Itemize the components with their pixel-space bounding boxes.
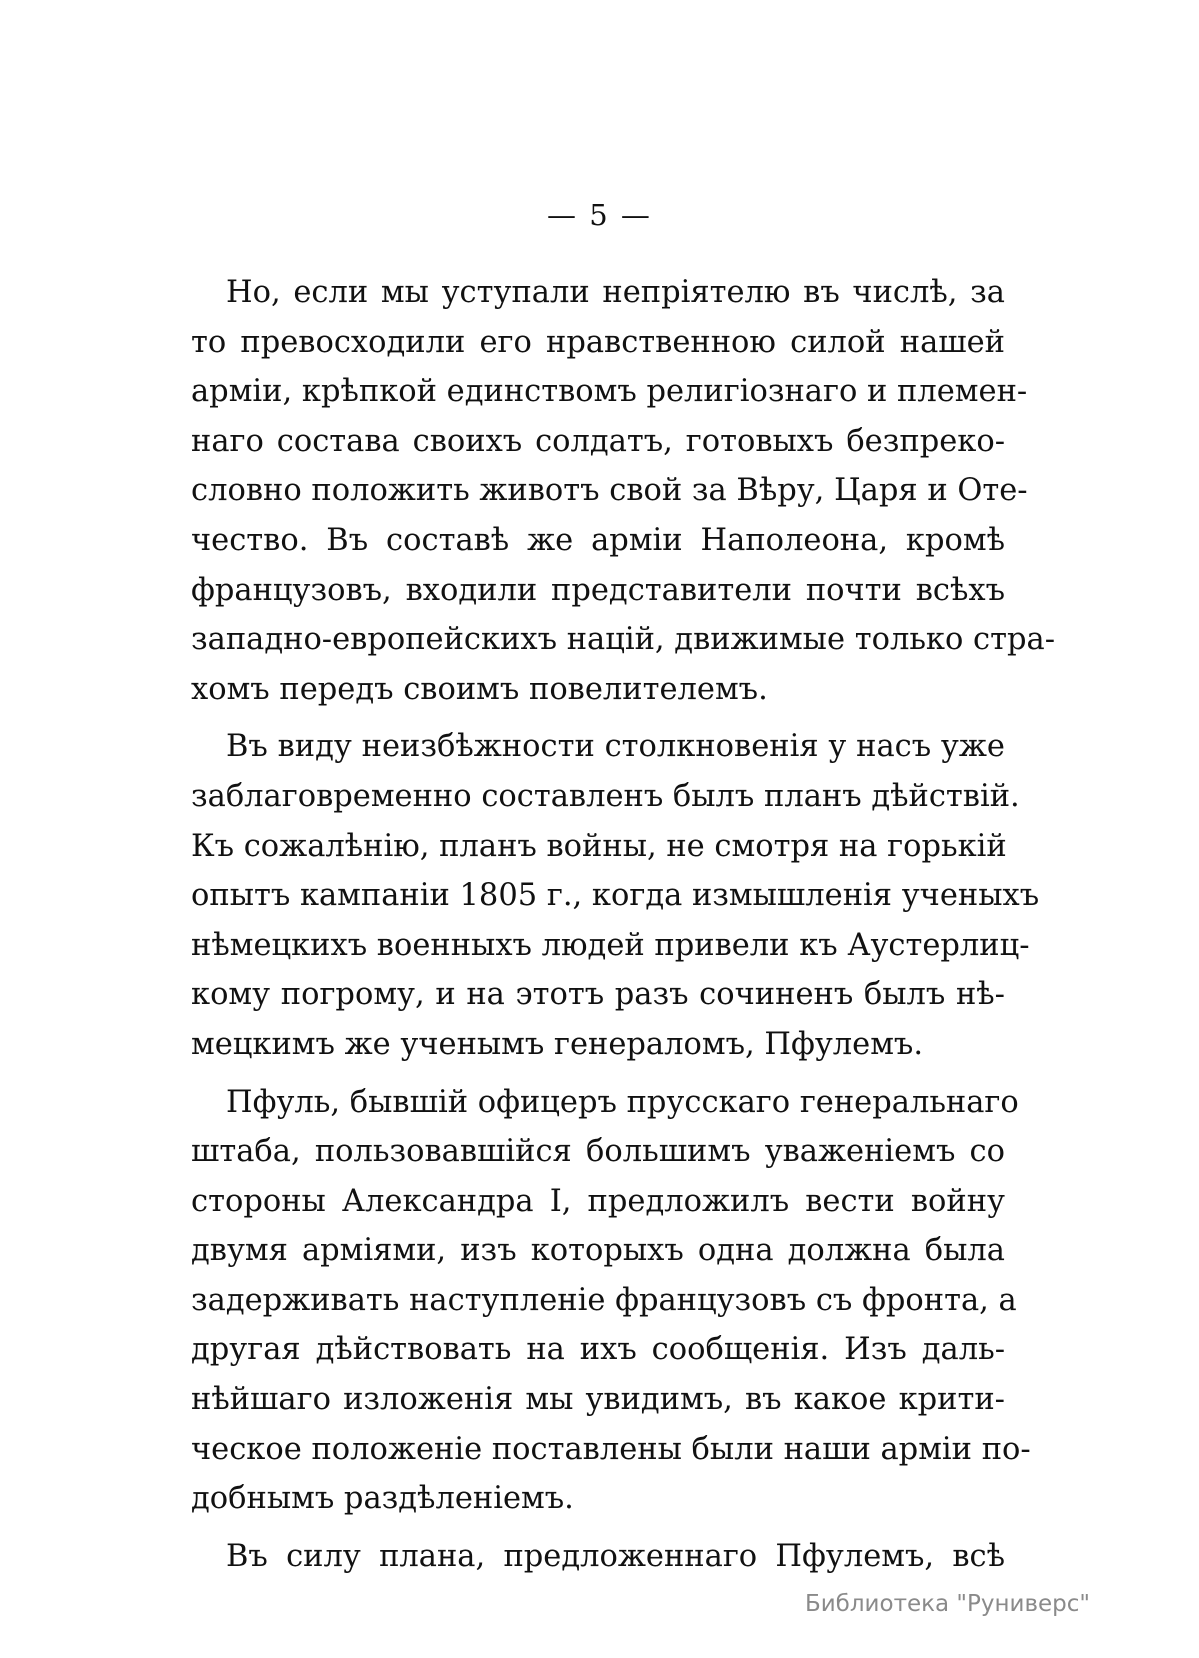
text-line: то превосходили его нравственною силой нашей (191, 324, 1005, 360)
text-body (191, 268, 1056, 1581)
text-line: Въ виду неизбѣжности столкновенія у насъ уже (226, 729, 1005, 765)
text-line: словно положить животъ свой за Вѣру, Царя и Оте- (191, 473, 1028, 509)
text-line: арміи, крѣпкой единствомъ религіознаго и племен- (191, 374, 1028, 410)
text-line: штаба, пользовавшійся большимъ уваженіемъ со (191, 1134, 1005, 1170)
text-line: добнымъ раздѣленіемъ. (191, 1481, 574, 1517)
page-number: — 5 — (547, 198, 652, 232)
watermark: Библиотека "Руниверс" (804, 1591, 1090, 1617)
text-line: мецкимъ же ученымъ генераломъ, Пфулемъ. (191, 1026, 924, 1062)
text-line: нѣмецкихъ военныхъ людей привели къ Аустерлиц- (191, 927, 1030, 963)
text-line: Къ сожалѣнію, планъ войны, не смотря на горькій (191, 828, 1007, 864)
paragraph (191, 1078, 1031, 1524)
text-line: опытъ кампаніи 1805 г., когда измышленія ученыхъ (191, 878, 1040, 914)
text-line: кому погрому, и на этотъ разъ сочиненъ былъ нѣ- (191, 977, 1005, 1013)
text-line: наго состава своихъ солдатъ, готовыхъ безпреко- (191, 423, 1005, 459)
text-line: западно-европейскихъ націй, движимые только стра- (191, 622, 1056, 658)
text-line: Пфуль, бывшій офицеръ прусскаго генеральнаго (226, 1084, 1019, 1120)
text-line: нѣйшаго изложенія мы увидимъ, въ какое крити- (191, 1382, 1005, 1418)
paragraph (191, 1532, 1005, 1582)
text-line: двумя арміями, изъ которыхъ одна должна была (191, 1233, 1005, 1269)
text-line: стороны Александра I, предложилъ вести войну (191, 1183, 1005, 1219)
text-line: другая дѣйствовать на ихъ сообщенія. Изъ даль- (191, 1332, 1005, 1368)
text-line: Въ силу плана, предложеннаго Пфулемъ, всѣ (226, 1538, 1005, 1574)
text-line: хомъ передъ своимъ повелителемъ. (191, 671, 768, 707)
text-line: французовъ, входили представители почти всѣхъ (191, 572, 1005, 608)
text-line: задерживать наступленіе французовъ съ фронта, а (191, 1282, 1017, 1318)
paragraph (191, 268, 1056, 714)
paragraph (191, 722, 1040, 1069)
text-line: заблаговременно составленъ былъ планъ дѣйствій. (191, 778, 1020, 814)
text-line: ческое положеніе поставлены были наши арміи по- (191, 1431, 1031, 1467)
text-line: чество. Въ составѣ же арміи Наполеона, кромѣ (191, 522, 1005, 558)
text-line: Но, если мы уступали непріятелю въ числѣ, за (226, 275, 1005, 310)
